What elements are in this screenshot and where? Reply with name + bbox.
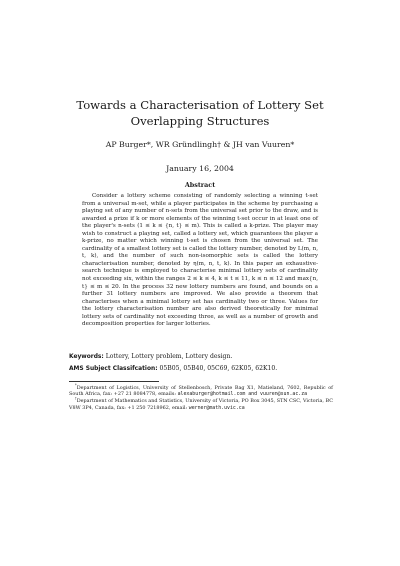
ams-codes: 05B05, 05B40, 05C69, 62K05, 62K10. [159, 365, 278, 372]
footnote-2 [69, 398, 333, 411]
ams-classification-line [69, 365, 333, 373]
footnote-1-text: Department of Logistics, University of Stellenbosch, Private Bag X1, Matieland, 7602, Republic of South Africa, fax: +27 21 8084778, emails: [69, 385, 333, 398]
paper-date: January 16, 2004 [166, 164, 234, 173]
keywords-label: Keywords: [69, 354, 104, 360]
footnote-2-mark: † [75, 396, 77, 401]
title-line-2: Overlapping Structures [130, 114, 270, 128]
footnote-2-email: werner@math.uvic.ca [188, 404, 245, 411]
paper-authors: AP Burger*, WR Gründlingh† & JH van Vuuren* [105, 140, 295, 149]
abstract-heading: Abstract [184, 181, 216, 189]
footnote-1-mark: * [75, 383, 77, 388]
footnote-1 [69, 385, 333, 398]
abstract-body [82, 193, 318, 329]
footnote-1-emails: alexaburger@hotmail.com and vuuren@sun.ac.za [177, 391, 308, 398]
footnotes [69, 385, 333, 412]
keywords-line [69, 353, 333, 361]
keywords-text: Lottery, Lottery problem, Lottery design. [105, 353, 233, 360]
paper-title [40, 97, 360, 129]
footnote-rule [69, 381, 159, 382]
abstract-paragraph: Consider a lottery scheme consisting of randomly selecting a winning t-set from a universal m-set, while a player participates in the scheme by purchasing a playing set of any number of n-sets from the universal set prior to the draw, and is awarded a prize if k or more elements of the winning t-set occur in at least one of the player's n-sets (1 ≤ k ≤ {n, t} ≤ m). This is called a k-prize. The player may wish to construct a playing set, called a lottery set, which guarantees the player a k-prize, no matter which winning t-set is chosen from the universal set. The cardinality of a smallest lottery set is called the lottery number, denoted by L(m, n, t, k), and the number of such non-isomorphic sets is called the lottery characterisation number, denoted by η(m, n, t, k). In this paper an exhaustive-search technique is employed to characterise minimal lottery sets of cardinality not exceeding six, within the ranges 2 ≤ k ≤ 4, k ≤ t ≤ 11, k ≤ n ≤ 12 and max{n, t} ≤ m ≤ 20. In the process 32 new lottery numbers are found, and bounds on a further 31 lottery numbers are improved. We also provide a theorem that characterises when a minimal lottery set has cardinality two or three. Values for the lottery characterisation number are also derived theoretically for minimal lottery sets of cardinality not exceeding three, as well as a number of growth and decomposition properties for larger lotteries. [82, 193, 318, 328]
title-line-1: Towards a Characterisation of Lottery Set [76, 98, 324, 112]
footnote-2-text: Department of Mathematics and Statistics, University of Victoria, PO Box 3045, STN CSC, Victoria, BC V8W 3P4, Canada, fax: +1 250 7218962, email: [69, 398, 333, 411]
ams-label: AMS Subject Classifcation: [69, 366, 158, 372]
